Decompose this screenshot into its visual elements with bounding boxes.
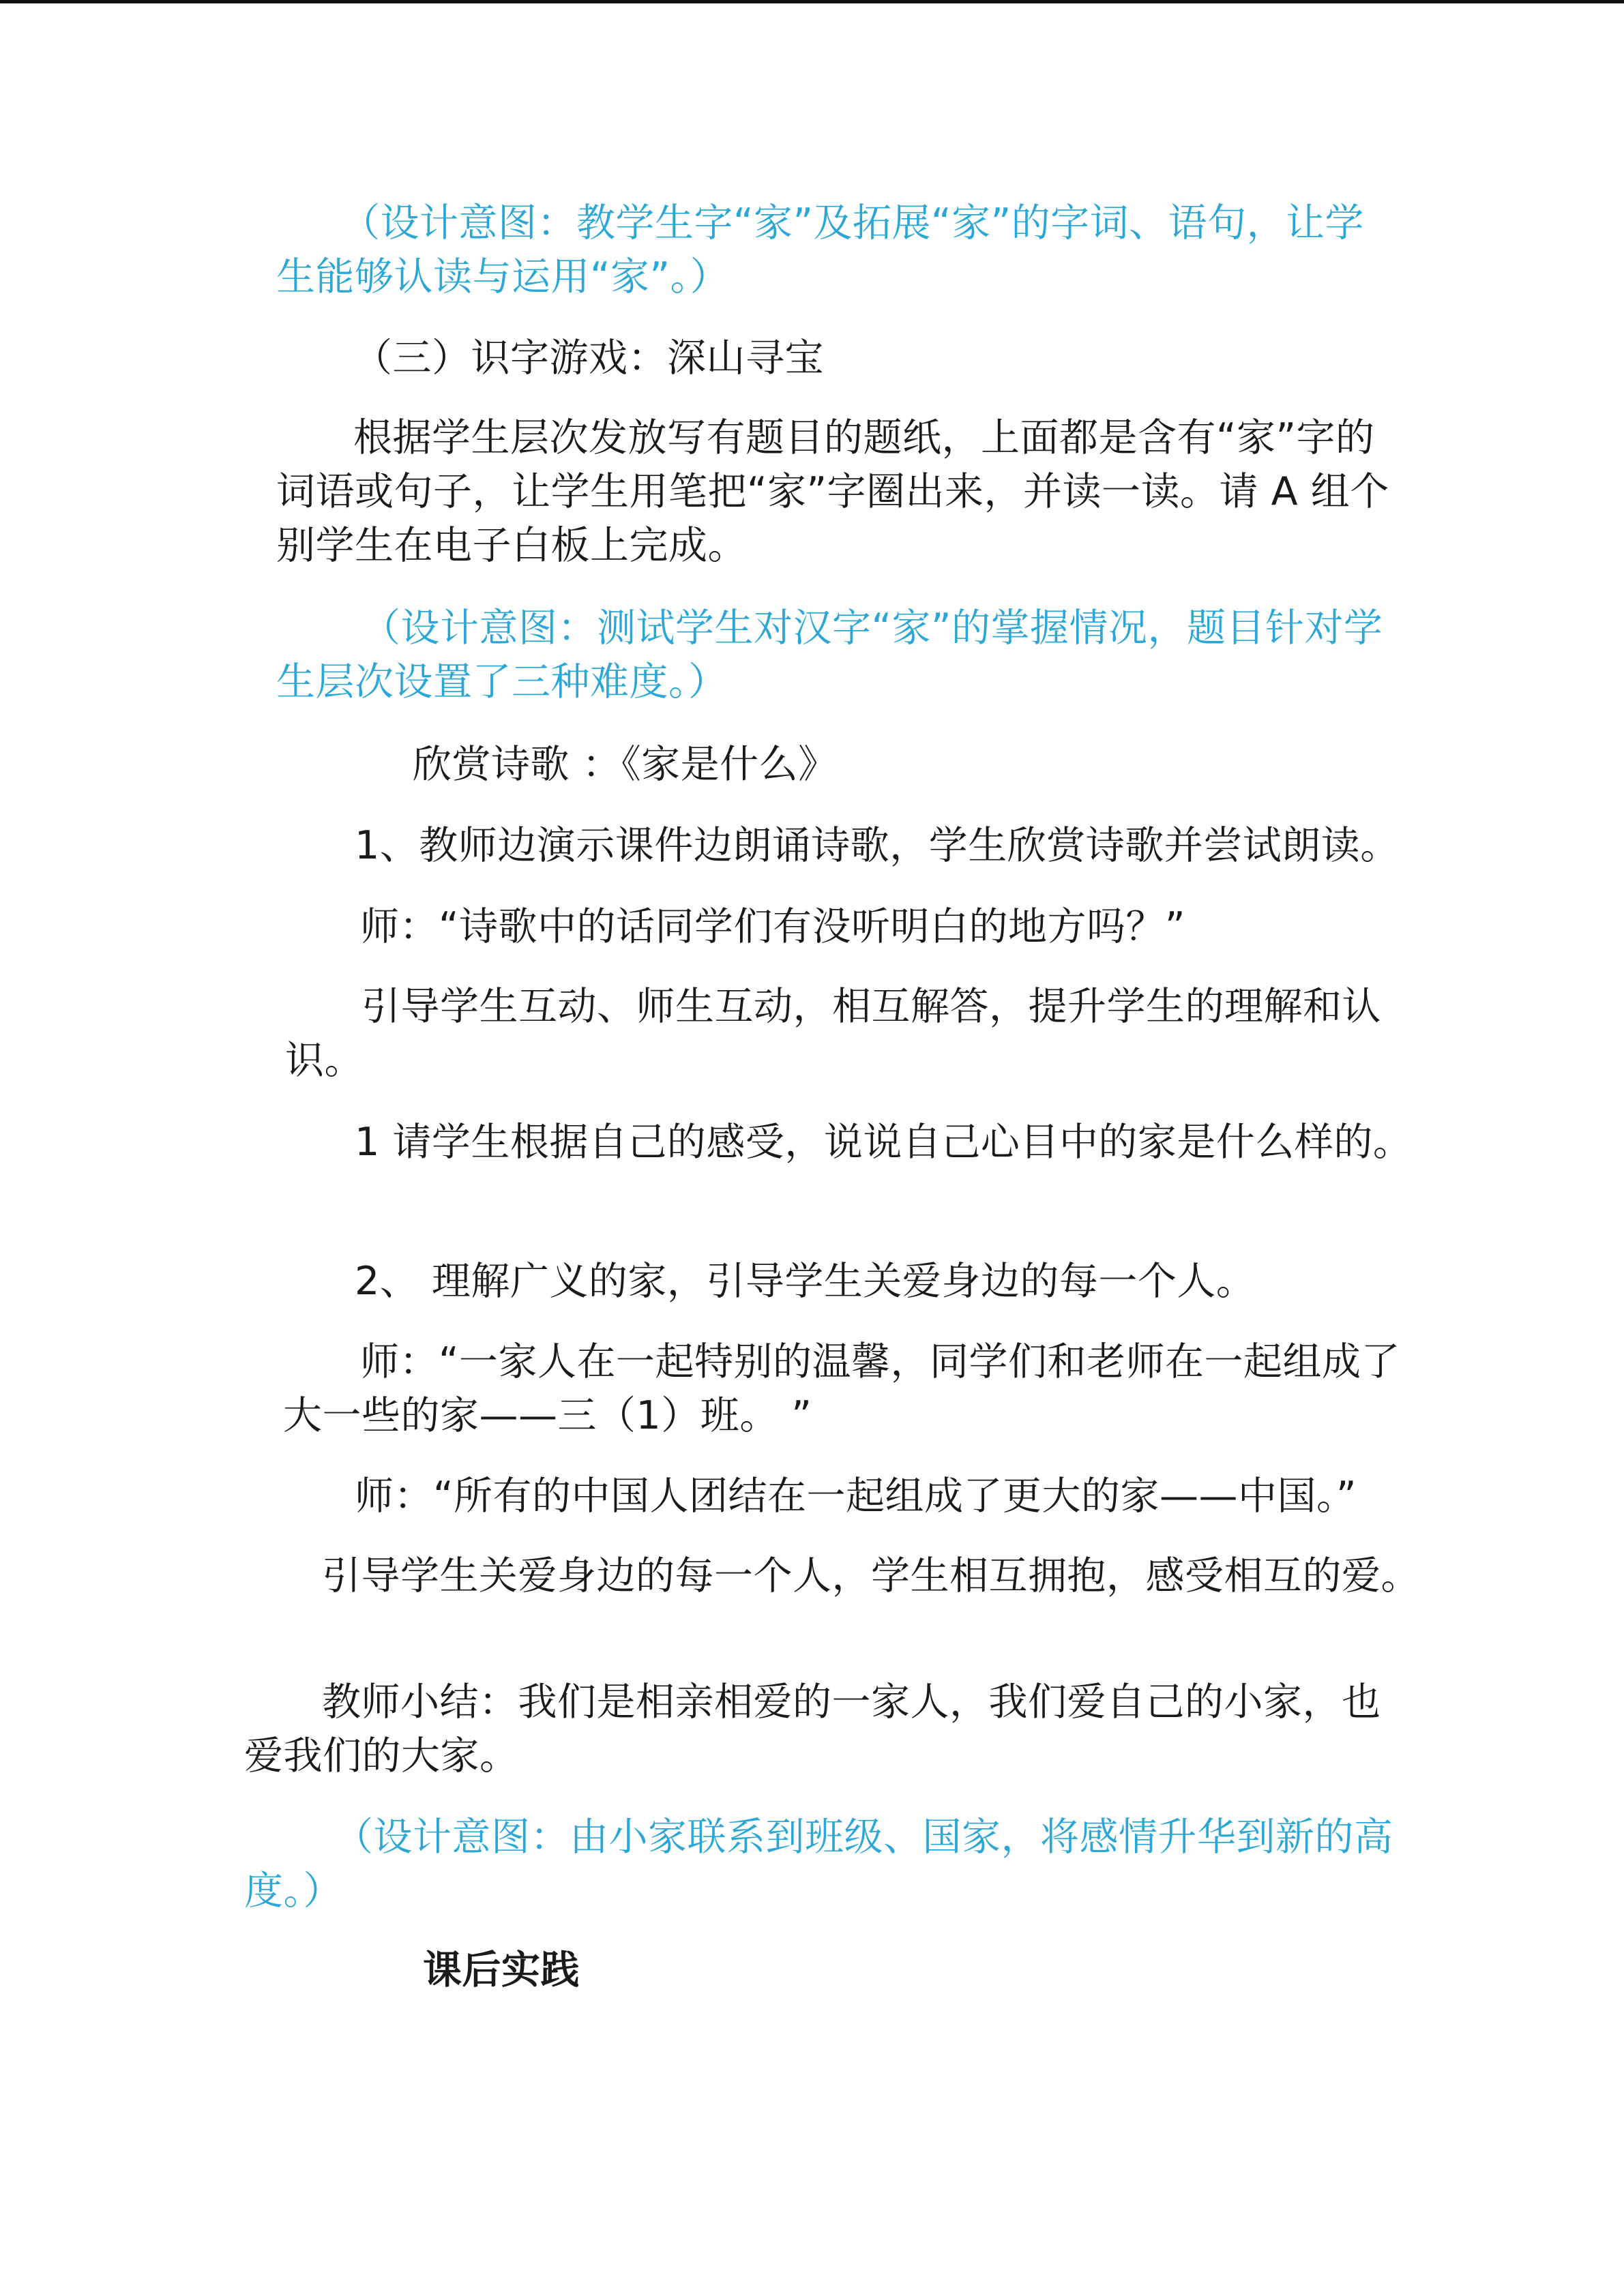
design-intent-3-line-2: 度。） [244, 1868, 342, 1913]
section-heading-literacy-game: （三）识字游戏：深山寻宝 [353, 336, 824, 381]
page-top-border [0, 0, 1624, 3]
teacher-summary-line-2: 爱我们的大家。 [244, 1733, 519, 1778]
teacher-quote-2-line-2: 大一些的家——三（1）班。 ” [283, 1393, 812, 1438]
paragraph-game-line-2: 词语或句子，让学生用笔把“家”字圈出来，并读一读。请 A 组个 [276, 469, 1389, 514]
design-intent-3-line-1: （设计意图：由小家联系到班级、国家，将感情升华到新的高 [334, 1815, 1393, 1860]
interaction-line-1: 引导学生互动、师生互动，相互解答，提升学生的理解和认 [361, 984, 1381, 1029]
design-intent-2-line-2: 生层次设置了三种难度。） [276, 659, 728, 704]
teacher-summary-line-1: 教师小结：我们是相亲相爱的一家人，我们爱自己的小家，也 [322, 1680, 1381, 1725]
paragraph-game-line-1: 根据学生层次发放写有题目的题纸，上面都是含有“家”字的 [353, 415, 1375, 460]
poem-step-2: 2、 理解广义的家，引导学生关爱身边的每一个人。 [355, 1259, 1256, 1304]
poem-step-1b: 1 请学生根据自己的感受，说说自己心目中的家是什么样的。 [355, 1120, 1413, 1165]
teacher-quote-2-line-1: 师：“一家人在一起特别的温馨，同学们和老师在一起组成了 [360, 1339, 1401, 1384]
interaction-line-2: 识。 [285, 1038, 364, 1083]
section-heading-poem: 欣赏诗歌 ：《家是什么》 [413, 742, 838, 787]
teacher-quote-3: 师：“所有的中国人团结在一起组成了更大的家——中国。” [355, 1474, 1357, 1519]
design-intent-1-line-2: 生能够认读与运用“家”。） [276, 254, 730, 299]
section-heading-after-class-practice: 课后实践 [423, 1948, 580, 1993]
teacher-question-1: 师：“诗歌中的话同学们有没听明白的地方吗？” [360, 904, 1186, 949]
poem-step-1: 1、教师边演示课件边朗诵诗歌，学生欣赏诗歌并尝试朗读。 [355, 823, 1400, 868]
design-intent-1-line-1: （设计意图：教学生字“家”及拓展“家”的字词、语句，让学 [341, 200, 1365, 245]
paragraph-game-line-3: 别学生在电子白板上完成。 [276, 523, 747, 568]
design-intent-2-line-1: （设计意图：测试学生对汉字“家”的掌握情况，题目针对学 [361, 606, 1383, 651]
guide-care-line: 引导学生关爱身边的每一个人，学生相互拥抱，感受相互的爱。 [322, 1553, 1420, 1598]
